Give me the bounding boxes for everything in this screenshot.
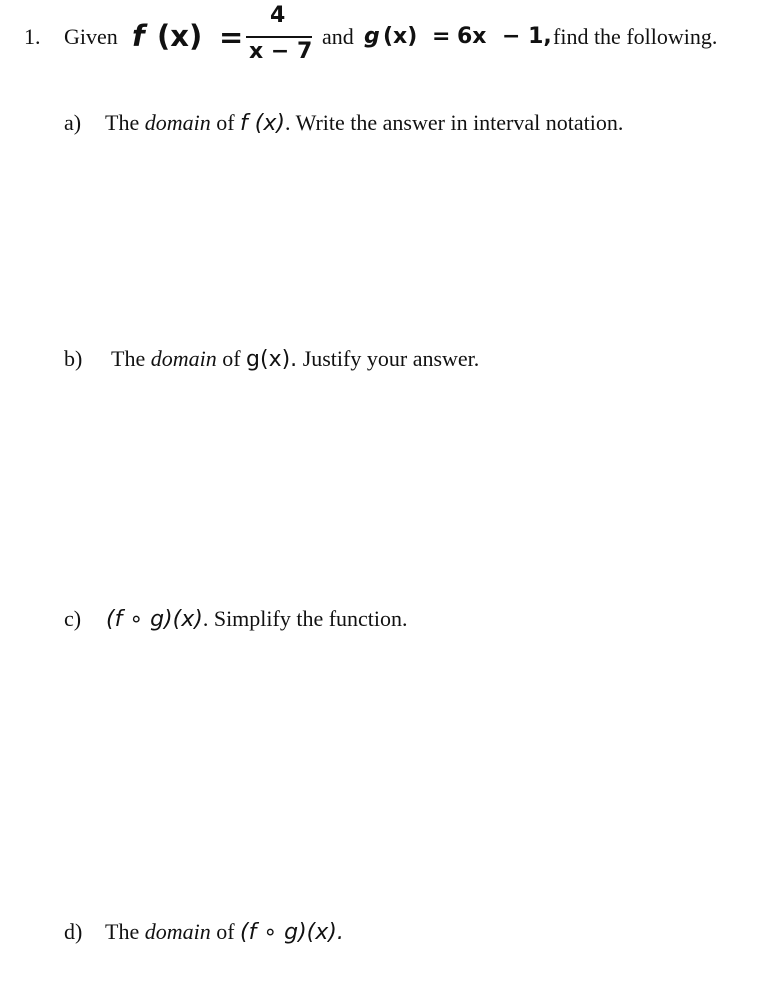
g-name: g	[364, 24, 380, 49]
question-tail: find the following.	[553, 24, 718, 49]
part-c-text: (f ∘ g)(x). Simplify the function.	[106, 606, 408, 632]
f-numerator: 4	[270, 3, 286, 28]
part-b-emphasis: domain	[150, 346, 217, 371]
part-b-text: The domain of g(x). Justify your answer.	[111, 346, 480, 372]
part-d-label: d)	[64, 919, 83, 944]
part-d-emphasis: domain	[144, 919, 211, 944]
f-name: f	[132, 19, 145, 53]
f-denominator: x − 7	[249, 39, 313, 64]
part-d-math: (f ∘ g)(x).	[240, 920, 344, 945]
question-number: 1.	[24, 24, 41, 49]
equals-sign: =	[219, 20, 244, 54]
part-c-label: c)	[64, 606, 82, 631]
part-b-math: g(x).	[246, 347, 298, 372]
g-expression: 6x	[457, 24, 487, 49]
g-argument: (x)	[383, 24, 418, 49]
part-a-emphasis: domain	[144, 110, 211, 135]
part-a-text: The domain of f (x). Write the answer in interval notation.	[105, 110, 624, 136]
given-label: Given	[64, 24, 118, 49]
part-a-math: f (x)	[240, 111, 285, 136]
part-c-math: (f ∘ g)(x)	[106, 607, 203, 632]
and-label: and	[322, 24, 354, 49]
g-constant: − 1,	[502, 24, 552, 49]
g-equals-sign: =	[432, 24, 451, 49]
f-argument: (x)	[157, 19, 203, 53]
part-d-text: The domain of (f ∘ g)(x).	[105, 919, 344, 945]
part-a-label: a)	[64, 110, 82, 135]
part-b-label: b)	[64, 346, 83, 371]
